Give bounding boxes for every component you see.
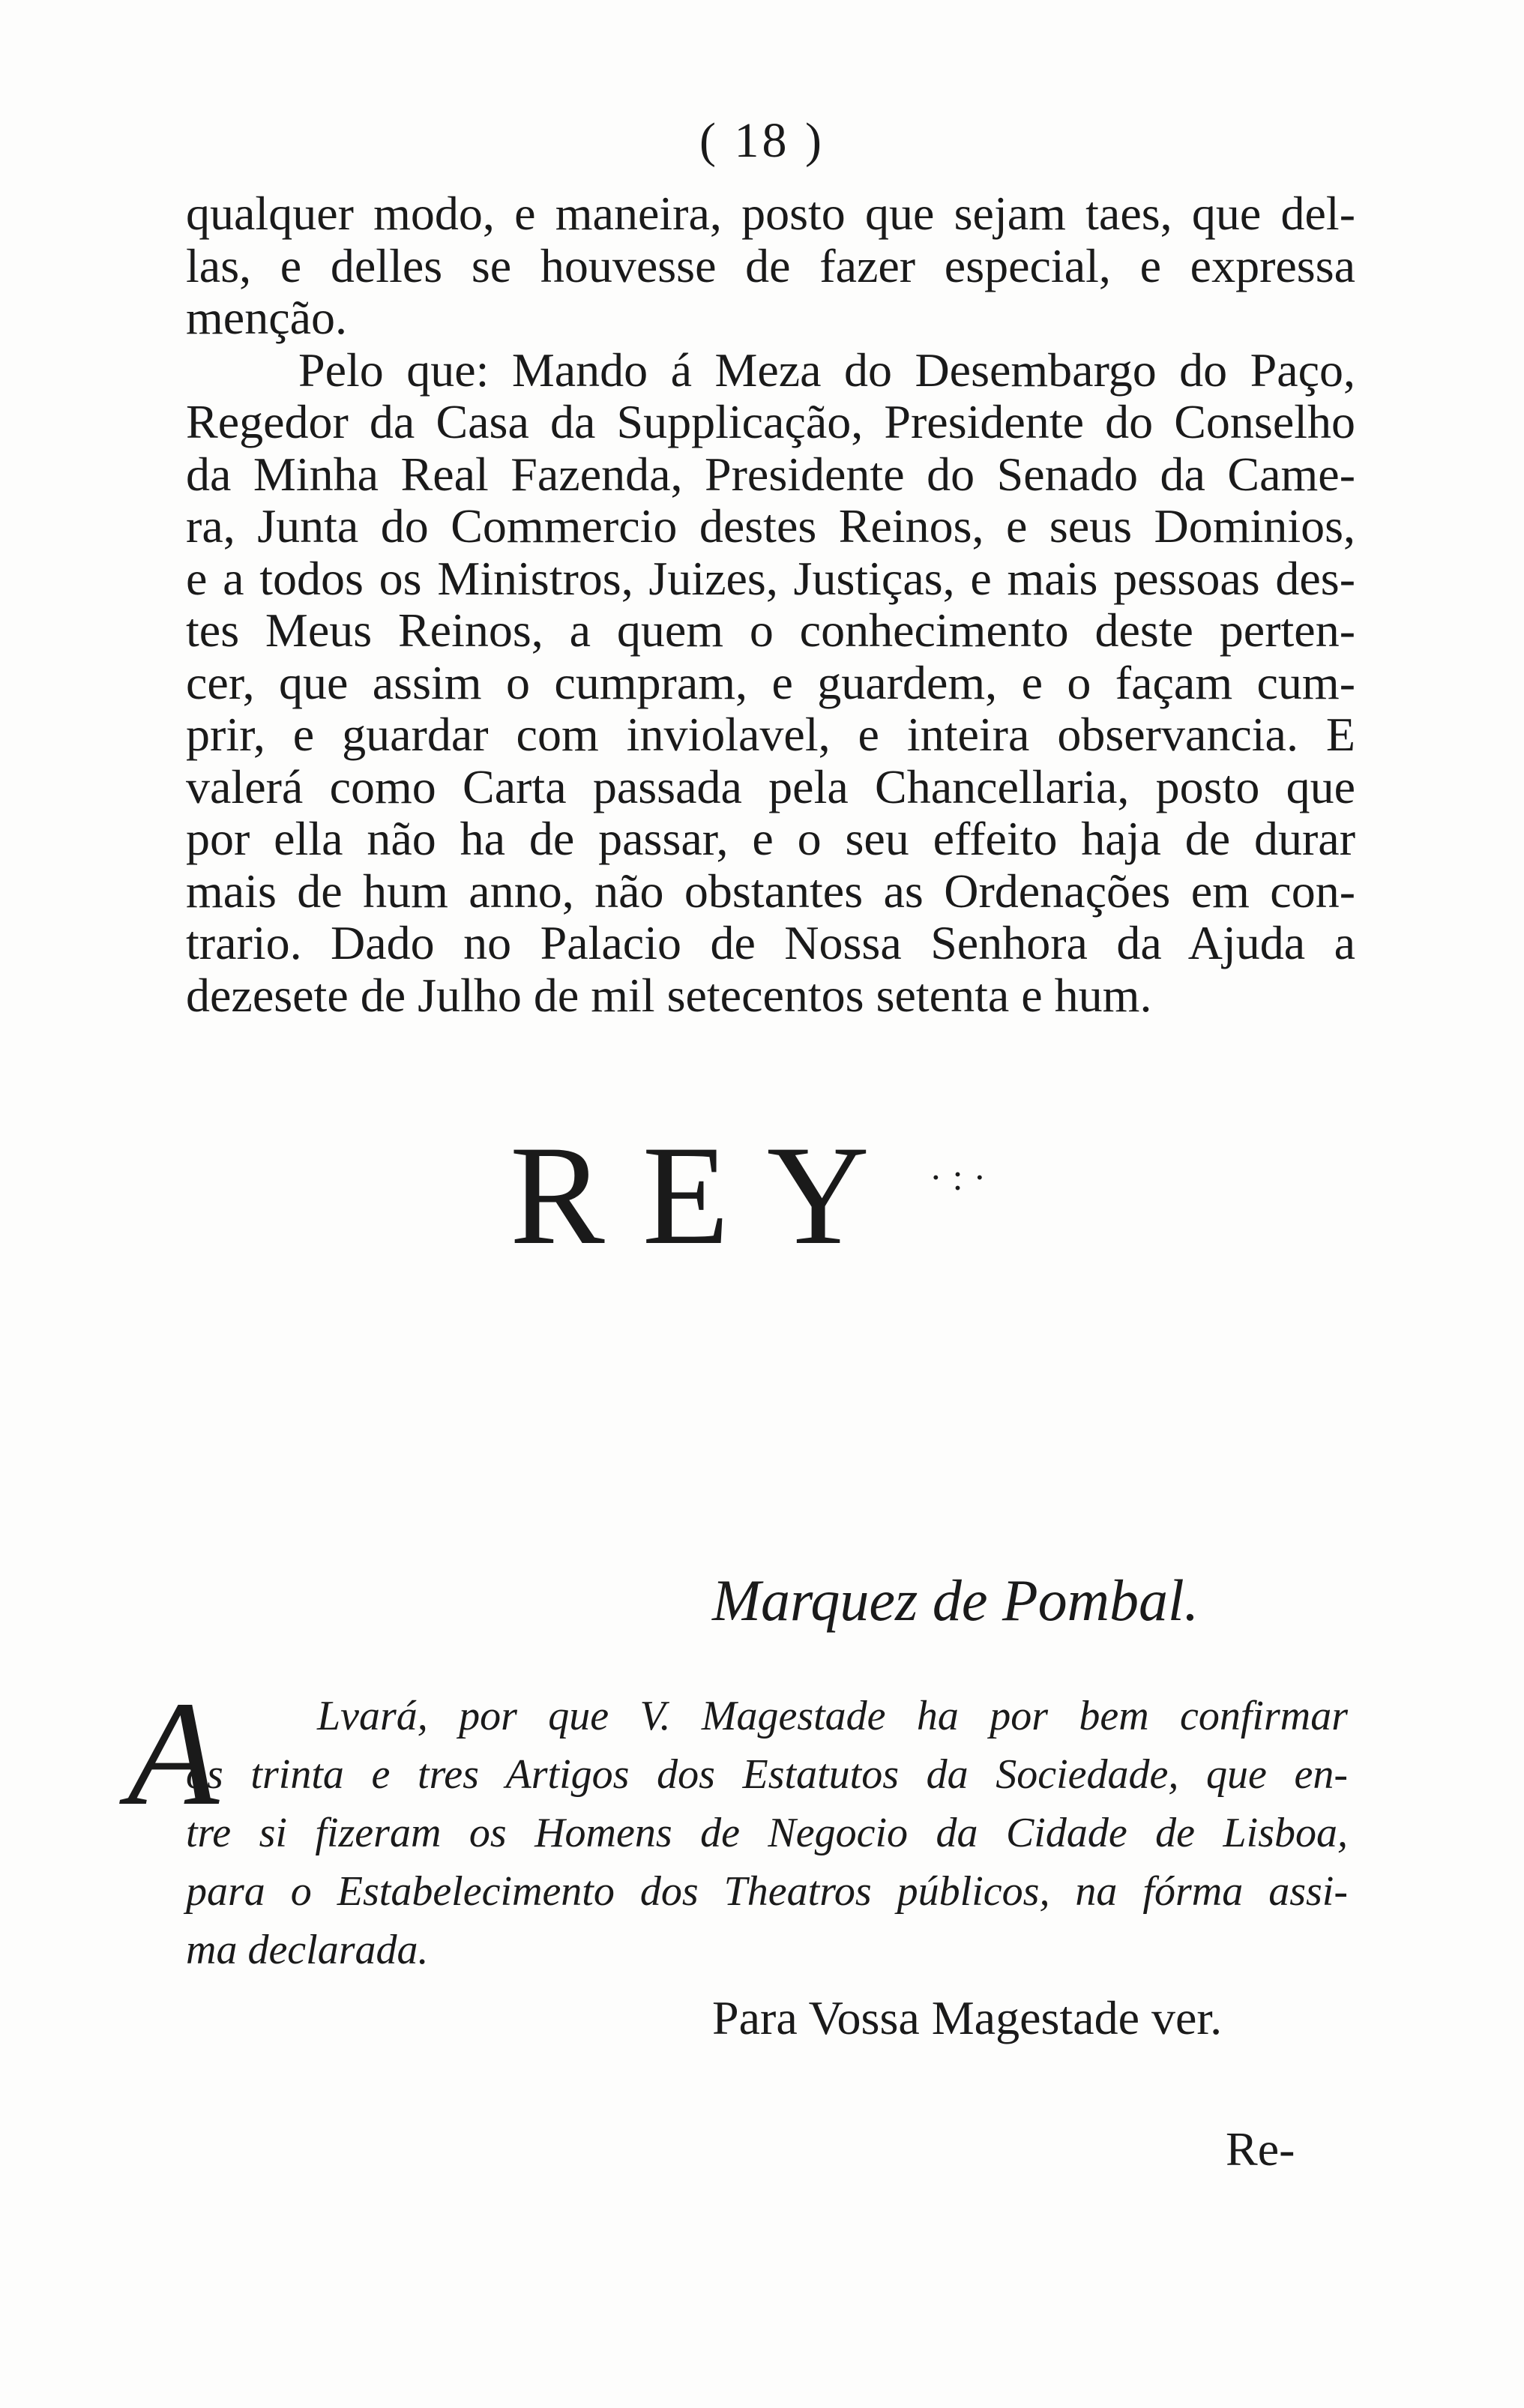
to-majesty-line: Para Vossa Magestade ver.: [712, 1991, 1223, 2044]
body-line: por ella não ha de passar, e o seu effeito haja de durar: [186, 812, 1355, 865]
summary-line: ma declarada.: [186, 1927, 429, 1973]
body-line: cer, que assim o cumpram, e guardem, e o façam cum-: [186, 655, 1355, 709]
minister-signature: Marquez de Pombal.: [712, 1568, 1199, 1633]
body-line: las, e delles se houvesse de fazer especial, e expressa: [186, 238, 1355, 292]
body-line: prir, e guardar com inviolavel, e inteira observancia. E: [186, 708, 1355, 761]
body-line: Pelo que: Mando á Meza do Desembargo do Paço,: [298, 343, 1355, 397]
alvara-summary: [186, 1687, 1348, 1979]
body-line: qualquer modo, e maneira, posto que sejam taes, que del-: [186, 187, 1355, 240]
body-line: da Minha Real Fazenda, Presidente do Senado da Came-: [186, 447, 1355, 501]
summary-line: para o Estabelecimento dos Theatros públicos, na fórma assi-: [186, 1868, 1348, 1915]
body-line: mais de hum anno, não obstantes as Ordenações em con-: [186, 864, 1355, 918]
page-number: ( 18 ): [699, 113, 825, 168]
summary-line: tre si fizeram os Homens de Negocio da Cidade de Lisboa,: [186, 1810, 1348, 1856]
catchword: Re-: [1226, 2122, 1295, 2176]
body-line: valerá como Carta passada pela Chancellaria, posto que: [186, 759, 1355, 813]
drop-cap: A: [127, 1671, 220, 1837]
decree-body-text: [186, 187, 1355, 1021]
body-line: dezesete de Julho de mil setecentos setenta e hum.: [186, 968, 1152, 1022]
summary-line: Lvará, por que V. Magestade ha por bem confirmar: [317, 1693, 1348, 1739]
royal-signature: REY: [510, 1117, 907, 1274]
body-line: menção.: [186, 291, 347, 344]
body-line: trario. Dado no Palacio de Nossa Senhora da Ajuda a: [186, 916, 1355, 969]
body-line: e a todos os Ministros, Juizes, Justiças, e mais pessoas des-: [186, 551, 1355, 605]
summary-line: os trinta e tres Artigos dos Estatutos da Sociedade, que en-: [186, 1751, 1348, 1798]
body-line: Regedor da Casa da Supplicação, Presidente do Conselho: [186, 395, 1355, 448]
body-line: ra, Junta do Commercio destes Reinos, e seus Dominios,: [186, 499, 1355, 553]
signature-ornament: ·:·: [930, 1156, 997, 1198]
body-line: tes Meus Reinos, a quem o conhecimento deste perten-: [186, 603, 1355, 657]
